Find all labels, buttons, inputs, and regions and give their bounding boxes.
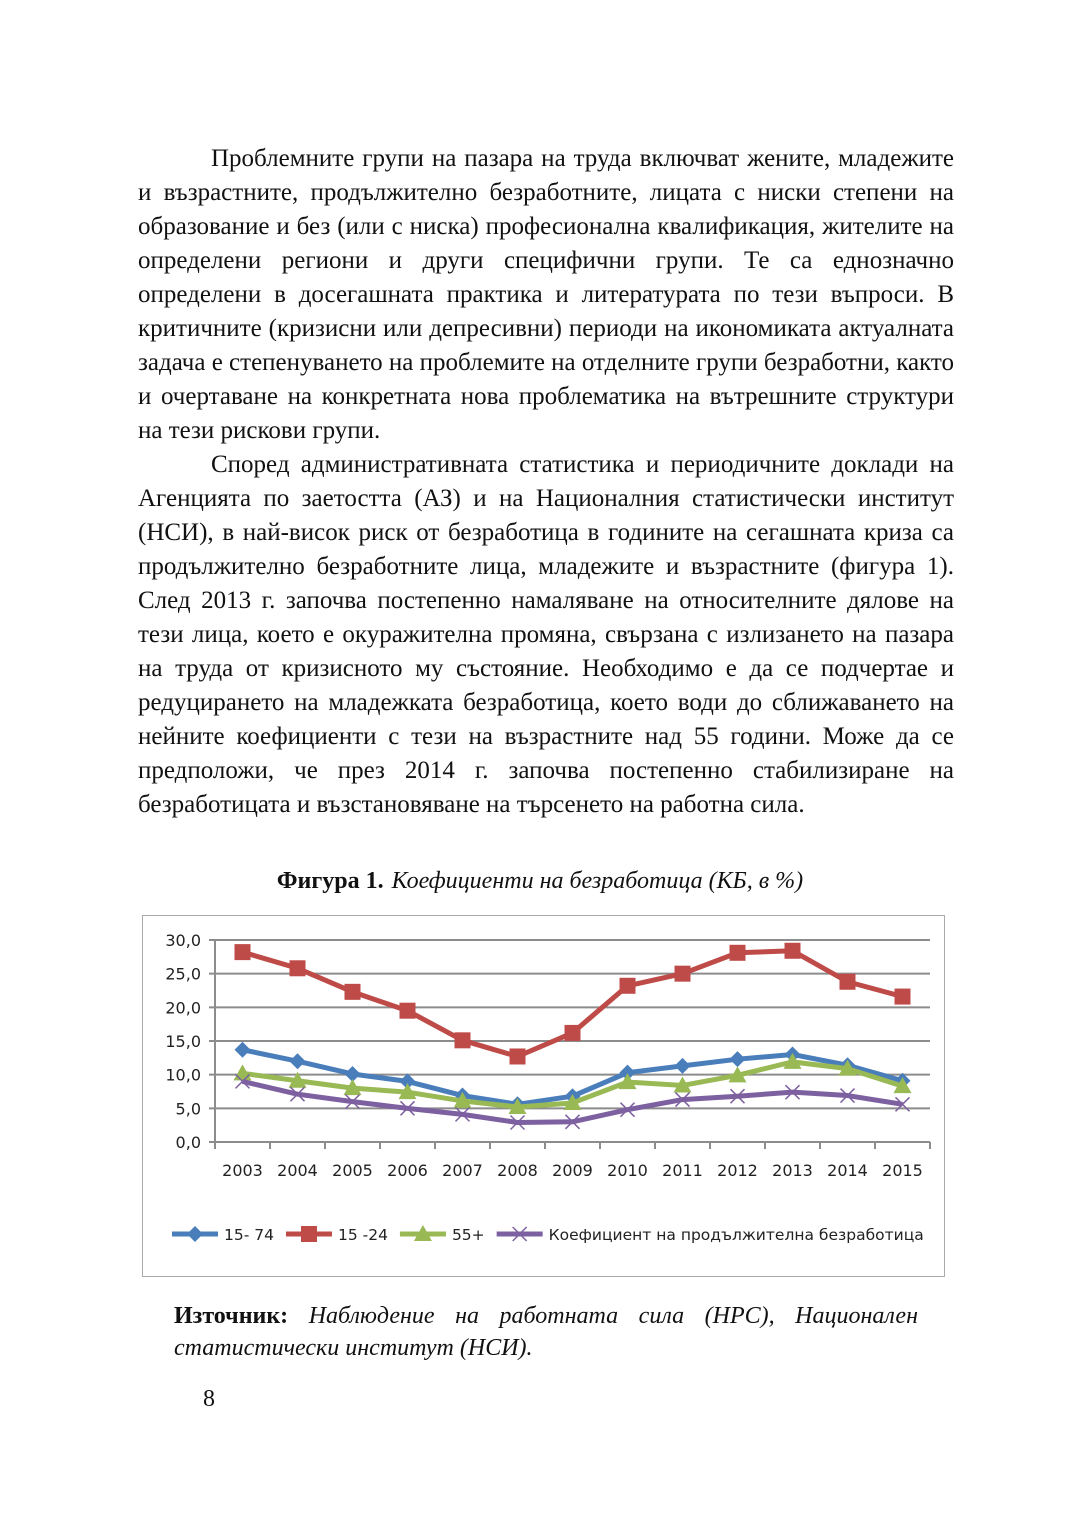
data-point-1	[895, 989, 911, 1005]
x-tick-label: 2012	[717, 1161, 758, 1180]
figure-title: Коефициенти на безработица (КБ, в %)	[391, 868, 804, 894]
data-point-1	[840, 974, 856, 990]
y-tick-label: 20,0	[165, 998, 201, 1018]
data-point-0	[730, 1051, 746, 1067]
data-point-1	[620, 978, 636, 994]
data-point-1	[345, 984, 361, 1000]
legend-label-1: 15 -24	[337, 1226, 388, 1244]
figure-caption	[0, 868, 1080, 895]
legend-marker-0	[187, 1226, 203, 1242]
x-tick-label: 2008	[497, 1161, 538, 1180]
x-tick-label: 2011	[662, 1161, 703, 1180]
legend-marker-1	[301, 1226, 317, 1242]
page-number: 8	[203, 1386, 215, 1412]
data-point-0	[235, 1042, 251, 1058]
x-tick-label: 2013	[772, 1161, 813, 1180]
data-point-1	[235, 944, 251, 960]
paragraph-2: Според административната статистика и периодичните доклади на Агенцията по заетостта (АЗ) и на Националния статистически институт (НСИ), в най-висок риск от безработица в годините на сегашната криза са продължително безработните лица, младежите и възрастните (фигура 1). След 2013 г. започва постепенно намаляване на относителните дялове на тези лица, което е окуражителна промяна, свързана с излизането на пазара на труда от кризисното му състояние. Необходимо е да се подчертае и редуцирането на младежката безработица, което води до сближаването на нейните коефициенти с тези на възрастните над 55 години. Може да се предположи, че през 2014 г. започва постепенно стабилизиране на безработицата и възстановяване на търсенето на работна сила.	[138, 451, 954, 818]
legend-label-0: 15- 74	[224, 1226, 274, 1244]
x-tick-label: 2010	[607, 1161, 648, 1180]
data-point-0	[290, 1053, 306, 1069]
y-tick-label: 30,0	[165, 931, 201, 950]
x-tick-label: 2015	[882, 1161, 923, 1180]
x-tick-label: 2004	[277, 1161, 318, 1180]
line-chart	[142, 915, 945, 1277]
source-text: Наблюдение на работната сила (НРС), Национален статистически институт (НСИ).	[174, 1303, 918, 1361]
data-point-0	[675, 1058, 691, 1074]
x-tick-label: 2003	[222, 1161, 263, 1180]
source-label: Източник:	[174, 1303, 289, 1329]
legend-label-2: 55+	[451, 1226, 485, 1244]
data-point-1	[290, 960, 306, 976]
legend-label-3: Коефициент на продължителна безработица	[548, 1226, 924, 1244]
data-point-1	[565, 1025, 581, 1041]
data-point-1	[785, 943, 801, 959]
y-tick-label: 5,0	[175, 1099, 201, 1119]
y-tick-label: 0,0	[175, 1133, 201, 1152]
data-point-1	[675, 966, 691, 982]
data-point-1	[510, 1048, 526, 1064]
data-point-1	[400, 1003, 416, 1019]
x-tick-label: 2009	[552, 1161, 593, 1180]
data-point-1	[730, 945, 746, 961]
figure-label: Фигура 1.	[276, 868, 384, 894]
source-note	[174, 1300, 918, 1364]
y-tick-label: 15,0	[165, 1032, 201, 1051]
y-tick-label: 10,0	[165, 1065, 201, 1085]
y-tick-label: 25,0	[165, 964, 201, 984]
x-tick-label: 2005	[332, 1161, 373, 1180]
x-tick-label: 2006	[387, 1161, 428, 1180]
data-point-1	[455, 1032, 471, 1048]
x-tick-label: 2014	[827, 1161, 868, 1180]
body-text	[138, 142, 954, 822]
x-tick-label: 2007	[442, 1161, 483, 1180]
paragraph-1: Проблемните групи на пазара на труда включват жените, младежите и възрастните, продължително безработните, лицата с ниски степени на образование и без (или с ниска) професионална квалификация, жителите на определени региони и други специфични групи. Те са еднозначно определени в досегашната практика и литературата по тези въпроси. В критичните (кризисни или депресивни) периоди на икономиката актуалната задача е степенуването на проблемите на отделните групи безработни, както и очертаване на конкретната нова проблематика на вътрешните структури на тези рискови групи.	[138, 145, 955, 444]
